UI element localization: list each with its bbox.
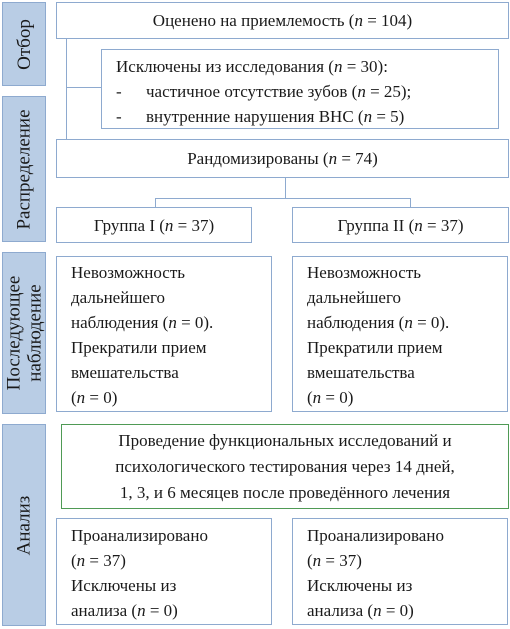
followup-1-line-1: Невозможность <box>71 263 186 282</box>
box-group-2 <box>292 207 509 243</box>
analysis-1-line-4: анализа (n = 0) <box>71 601 178 620</box>
analysis-1-line-2: (n = 37) <box>71 551 126 570</box>
section-screening-label: Отбор <box>13 18 35 70</box>
section-randomization <box>2 96 46 242</box>
connector-trunk <box>66 39 67 140</box>
excluded-title: Исключены из исследования (n = 30): <box>116 57 388 76</box>
assessed-text: Оценено на приемлемость (n = 104) <box>152 11 413 30</box>
section-followup-label <box>3 276 45 391</box>
analysis-2-line-2: (n = 37) <box>307 551 362 570</box>
connector-group2 <box>410 198 411 207</box>
followup-2-line-4: Прекратили прием <box>307 338 443 357</box>
box-followup-2 <box>292 256 508 412</box>
section-followup-label-line1: Последующее <box>3 275 24 391</box>
connector-group1 <box>155 198 156 207</box>
followup-1-line-3: наблюдения (n = 0). <box>71 313 214 332</box>
followup-1-line-6: (n = 0) <box>71 388 118 407</box>
box-group-1 <box>56 207 252 243</box>
section-analysis-label: Анализ <box>13 495 35 555</box>
intervention-line-1: Проведение функциональных исследований и <box>118 430 452 450</box>
group-2-text: Группа II (n = 37) <box>337 215 464 235</box>
section-screening <box>2 2 46 86</box>
analysis-2-line-3: Исключены из <box>307 576 413 595</box>
analysis-2-line-4: анализа (n = 0) <box>307 601 414 620</box>
connector-randomized-down <box>285 178 286 198</box>
excluded-item-2: - внутренние нарушения ВНС (n = 5) <box>116 107 405 126</box>
connector-split <box>155 198 411 199</box>
randomized-text: Рандомизированы (n = 74) <box>187 149 378 168</box>
followup-2-line-2: дальнейшего <box>307 288 402 307</box>
followup-1-line-4: Прекратили прием <box>71 338 207 357</box>
followup-1-line-2: дальнейшего <box>71 288 166 307</box>
intervention-line-3: 1, 3, и 6 месяцев после проведённого лечения <box>119 482 451 502</box>
box-analysis-1 <box>56 518 272 625</box>
followup-2-line-5: вмешательства <box>307 363 415 382</box>
box-assessed <box>56 2 509 39</box>
section-followup-label-line2: наблюдение <box>24 284 45 382</box>
followup-2-line-6: (n = 0) <box>307 388 354 407</box>
box-intervention <box>61 424 509 509</box>
intervention-line-2: психологического тестирования через 14 дней, <box>115 456 455 476</box>
analysis-1-line-3: Исключены из <box>71 576 177 595</box>
section-analysis <box>2 424 46 626</box>
followup-2-line-1: Невозможность <box>307 263 422 282</box>
analysis-2-line-1: Проанализировано <box>307 526 444 545</box>
box-randomized <box>56 139 509 178</box>
followup-2-line-3: наблюдения (n = 0). <box>307 313 450 332</box>
group-1-text: Группа I (n = 37) <box>93 215 215 235</box>
analysis-1-line-1: Проанализировано <box>71 526 208 545</box>
box-followup-1 <box>56 256 272 412</box>
connector-to-excluded <box>66 87 102 88</box>
section-followup <box>2 252 46 414</box>
followup-1-line-5: вмешательства <box>71 363 179 382</box>
box-excluded <box>101 49 499 129</box>
section-randomization-label: Распределение <box>13 108 35 230</box>
excluded-item-1: - частичное отсутствие зубов (n = 25); <box>116 82 412 101</box>
box-analysis-2 <box>292 518 508 625</box>
